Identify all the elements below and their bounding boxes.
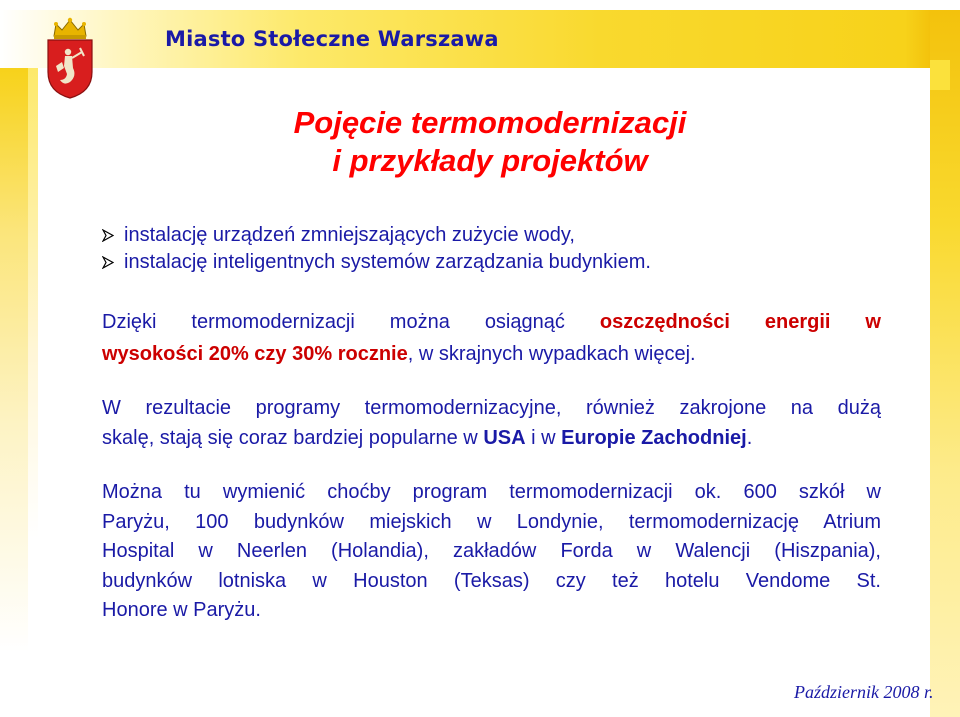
paragraph-row: Można tu wymienić choćby program termomodernizacji ok. 600 szkół w — [102, 481, 881, 503]
text-span: , w skrajnych wypadkach więcej. — [407, 343, 696, 365]
paragraph-row: W rezultacie programy termomodernizacyjne, również zakrojone na dużą — [102, 397, 881, 419]
arrow-bullet-icon — [102, 229, 114, 242]
bullet-text: instalację inteligentnych systemów zarządzania budynkiem. — [124, 251, 651, 273]
paragraph-row — [102, 338, 881, 370]
paragraph-row: budynków lotniska w Houston (Teksas) czy też hotelu Vendome St. — [102, 569, 881, 592]
text-span: Dzięki termomodernizacji można osiągnąć — [102, 311, 600, 333]
slide-title-line-2: i przykłady projektów — [332, 143, 648, 178]
footer-date: Październik 2008 r. — [794, 682, 934, 702]
text-span: i w — [525, 427, 562, 449]
highlight-span: wysokości 20% czy 30% rocznie — [102, 343, 408, 365]
highlight-span: oszczędności energii w — [599, 311, 881, 333]
slide-title — [200, 104, 780, 180]
highlight-span: USA — [483, 427, 526, 449]
paragraph-examples — [102, 478, 881, 626]
org-name: Miasto Stołeczne Warszawa — [165, 27, 499, 51]
warsaw-coat-of-arms-icon — [44, 16, 96, 100]
arrow-bullet-icon — [102, 256, 114, 269]
right-decor-strip — [930, 10, 960, 717]
paragraph-row: Paryżu, 100 budynków miejskich w Londynie, termomodernizację Atrium — [102, 510, 881, 533]
paragraph-row — [102, 423, 881, 453]
paragraph-energy-savings — [102, 306, 881, 370]
left-decor-strip-inner — [28, 68, 38, 538]
header-band-end — [905, 10, 930, 68]
paragraph-popularity — [102, 393, 881, 453]
paragraph-row: Hospital w Neerlen (Holandia), zakładów Forda w Walencji (Hiszpania), — [102, 540, 881, 562]
slide-title-line-1: Pojęcie termomodernizacji — [293, 105, 687, 140]
paragraph-row: Honore w Paryżu. — [102, 599, 261, 621]
bullet-item — [102, 249, 651, 276]
bullet-item — [102, 222, 651, 249]
text-span: skalę, stają się coraz bardziej popularne w — [102, 427, 484, 449]
paragraph-row — [102, 306, 881, 338]
bullet-text: instalację urządzeń zmniejszających zużycie wody, — [124, 224, 575, 246]
highlight-span: Europie Zachodniej — [561, 427, 747, 449]
bullet-list — [102, 222, 651, 276]
text-span: . — [746, 427, 753, 449]
right-decor-notch — [930, 60, 950, 90]
left-decor-strip — [0, 68, 28, 717]
